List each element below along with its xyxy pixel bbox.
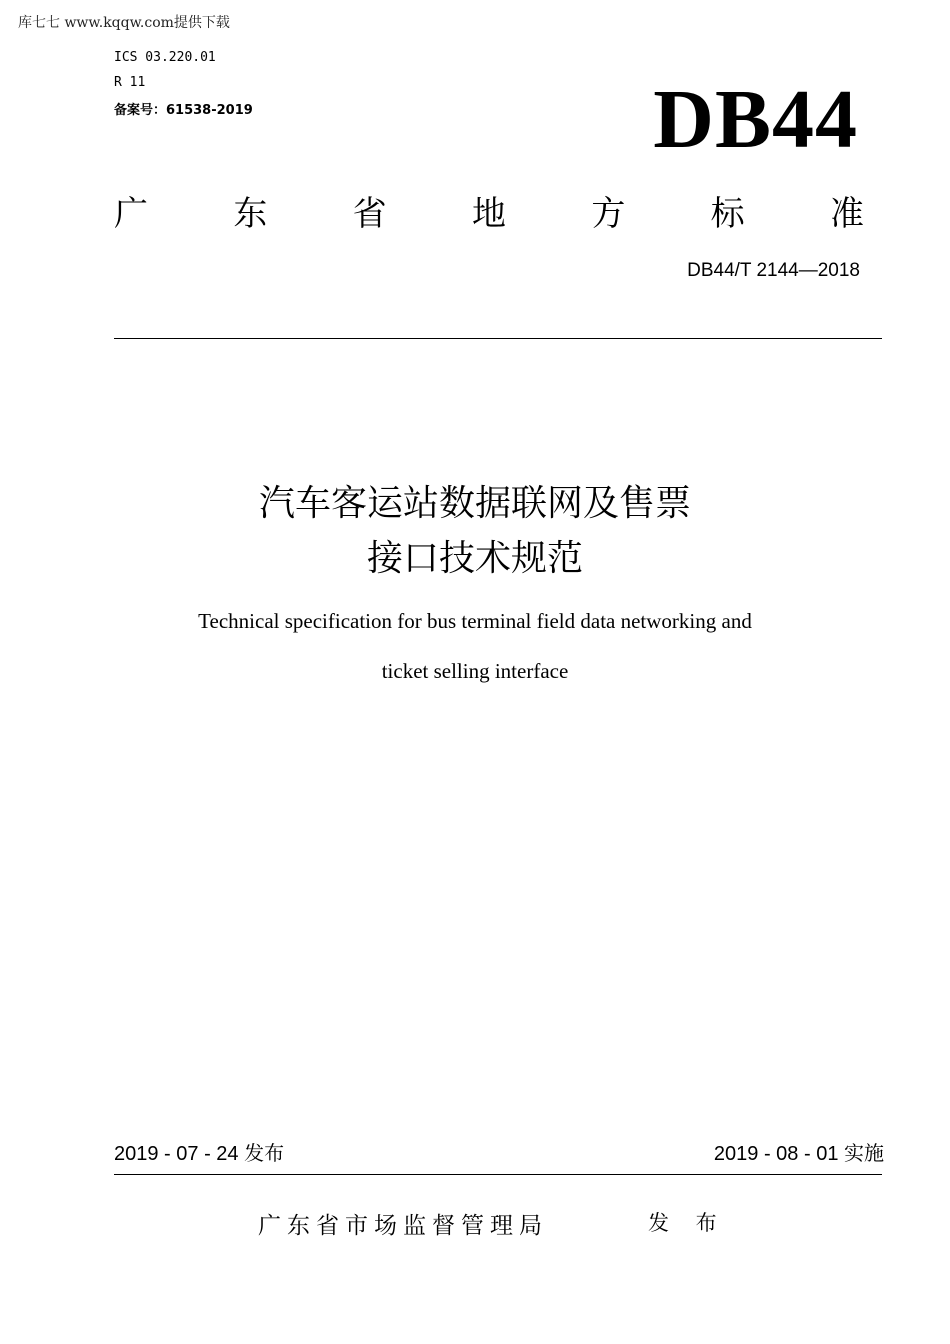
issue-label: 发 布: [648, 1211, 727, 1235]
db44-logo: DB44: [653, 73, 858, 166]
footer-divider: [114, 1174, 882, 1175]
header-divider: [114, 338, 882, 339]
standard-type-char: 方: [591, 194, 626, 234]
standard-type-heading: [114, 186, 864, 235]
record-number: 备案号：61538-2019: [114, 103, 253, 118]
standard-type-char: 标: [710, 194, 745, 234]
title-cn-line1: 汽车客运站数据联网及售票: [258, 483, 691, 524]
classification-code: R 11: [114, 75, 146, 90]
watermark-text: 库七七 www.kqqw.com提供下载: [18, 15, 230, 31]
standard-type-char: 广: [114, 194, 148, 234]
title-en-line2: ticket selling interface: [381, 659, 569, 683]
standard-type-char: 地: [471, 194, 506, 234]
standard-type-char: 准: [829, 194, 864, 234]
standard-number: DB44/T 2144—2018: [687, 260, 860, 281]
publisher-name: 广东省市场监督管理局: [258, 1213, 548, 1239]
implement-date: 2019 - 08 - 01 实施: [713, 1143, 884, 1165]
ics-code: ICS 03.220.01: [114, 50, 216, 65]
standard-type-char: 东: [233, 194, 268, 234]
title-en-line1: Technical specification for bus terminal field data networking and: [198, 609, 752, 633]
title-cn-line2: 接口技术规范: [366, 538, 583, 579]
publish-date: 2019 - 07 - 24 发布: [114, 1143, 285, 1165]
standard-type-char: 省: [352, 194, 387, 234]
